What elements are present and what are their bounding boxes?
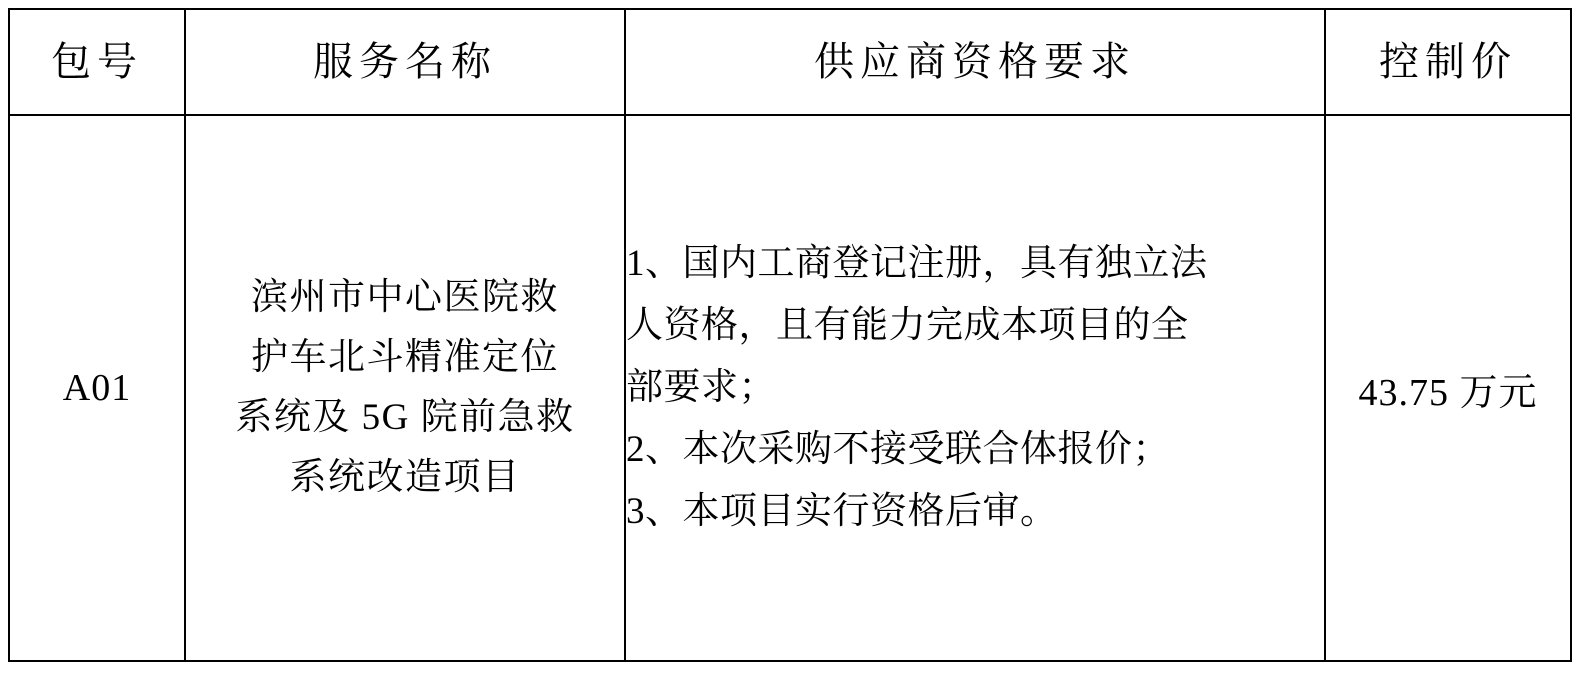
- qualification-line: 人资格，且有能力完成本项目的全: [626, 304, 1189, 346]
- service-name-line: 护车北斗精准定位: [251, 337, 559, 379]
- service-name-line: 系统改造项目: [289, 456, 521, 498]
- qualification-line: 1、国内工商登记注册，具有独立法: [626, 242, 1208, 284]
- column-header-supplier-qualification-label: 供应商资格要求: [814, 39, 1136, 84]
- column-header-control-price: [1325, 9, 1571, 115]
- column-header-supplier-qualification: [625, 9, 1325, 115]
- column-header-service-name: [185, 9, 625, 115]
- table-header-row: [9, 9, 1571, 115]
- cell-supplier-qualification: [625, 115, 1325, 661]
- table-row: [9, 115, 1571, 661]
- service-name-line: 系统及 5G 院前急救: [235, 397, 575, 438]
- column-header-control-price-label: 控制价: [1379, 39, 1517, 84]
- qualification-line: 2、本次采购不接受联合体报价；: [626, 429, 1170, 471]
- service-name-line: 滨州市中心医院救: [251, 277, 559, 319]
- procurement-package-table: [8, 8, 1572, 662]
- column-header-package-no: [9, 9, 185, 115]
- qualification-line: 部要求；: [626, 366, 776, 408]
- cell-service-name: [185, 115, 625, 661]
- column-header-service-name-label: 服务名称: [313, 39, 497, 84]
- cell-package-no: A01: [9, 115, 185, 661]
- column-header-package-no-label: 包号: [51, 39, 143, 84]
- qualification-line: 3、本项目实行资格后审。: [626, 491, 1058, 533]
- cell-control-price: 43.75 万元: [1325, 115, 1571, 661]
